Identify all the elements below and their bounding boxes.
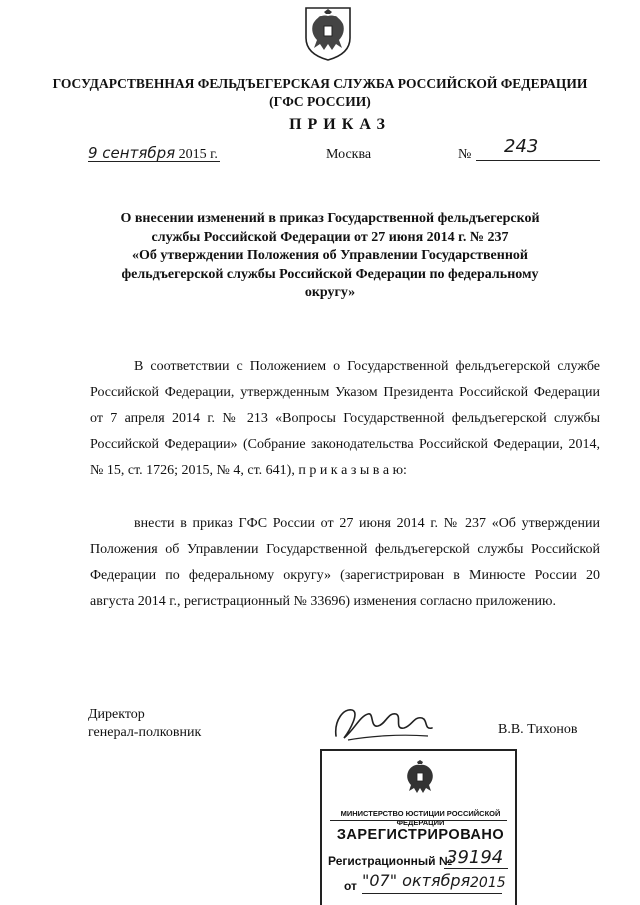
- doc-type-title: ПРИКАЗ: [289, 116, 391, 133]
- stamp-date-underline: [362, 893, 502, 894]
- stamp-number-underline: [444, 868, 508, 869]
- stamp-reg-number: 39194: [446, 847, 504, 868]
- order-subject: [60, 210, 600, 303]
- city: Москва: [326, 147, 372, 162]
- date-field: [88, 144, 218, 163]
- stamp-ministry: МИНИСТЕРСТВО ЮСТИЦИИ РОССИЙСКОЙ ФЕДЕРАЦИИ: [340, 809, 501, 827]
- stamp-divider: [330, 820, 507, 821]
- stamp-reg-label: Регистрационный №: [328, 854, 453, 868]
- coat-of-arms-icon: [300, 4, 356, 62]
- subject-line: службы Российской Федерации от 27 июня 2014 г. № 237: [151, 229, 509, 245]
- number-handwritten: 243: [504, 136, 539, 157]
- number-underline: [476, 160, 600, 161]
- number-label: №: [458, 147, 472, 162]
- subject-line: округу»: [304, 285, 356, 300]
- stamp-date-year: 2015: [470, 875, 506, 891]
- subject-line: фельдъегерской службы Российской Федерации по федеральному: [121, 266, 539, 282]
- position-title: Директор: [88, 707, 145, 722]
- stamp-registered: ЗАРЕГИСТРИРОВАНО: [336, 827, 505, 843]
- body-paragraph-1: В соответствии с Положением о Государственной фельдъегерской службе Российской Федерации, утвержденным Указом Президента Российской Федерации от 7 апреля 2014 г. № 213 «Вопросы Государственной фельдъегерской службы Российской Федерации» (Собрание законодательства Российской Федерации, 2014, № 15, ст. 1726; 2015, № 4, ст. 641), п р и к а з ы в а ю:: [90, 359, 600, 478]
- org-name: ГОСУДАРСТВЕННАЯ ФЕЛЬДЪЕГЕРСКАЯ СЛУЖБА РОССИЙСКОЙ ФЕДЕРАЦИИ: [52, 76, 588, 91]
- body-paragraph-2: внести в приказ ГФС России от 27 июня 2014 г. № 237 «Об утверждении Положения об Управлении Государственной фельдъегерской службы Российской Федерации по федеральному округу» (зарегистрирован в Минюсте России 20 августа 2014 г., регистрационный № 33696) изменения согласно приложению.: [90, 516, 600, 609]
- handwritten-signature: [330, 700, 440, 746]
- signatory-position: [88, 706, 201, 742]
- stamp-date-handwritten: "07" октября: [362, 871, 471, 890]
- subject-line: О внесении изменений в приказ Государственной фельдъегерской: [120, 211, 540, 226]
- registration-stamp: [320, 749, 517, 905]
- stamp-date-prefix: от: [344, 879, 357, 893]
- subject-line: «Об утверждении Положения об Управлении Государственной: [132, 248, 528, 263]
- date-year: 2015 г.: [178, 147, 218, 162]
- military-rank: генерал-полковник: [88, 725, 202, 740]
- date-handwritten: 9 сентября: [88, 144, 176, 162]
- org-abbreviation: (ГФС РОССИИ): [269, 94, 371, 109]
- stamp-emblem-icon: [402, 759, 438, 799]
- signatory-name: В.В. Тихонов: [498, 722, 578, 737]
